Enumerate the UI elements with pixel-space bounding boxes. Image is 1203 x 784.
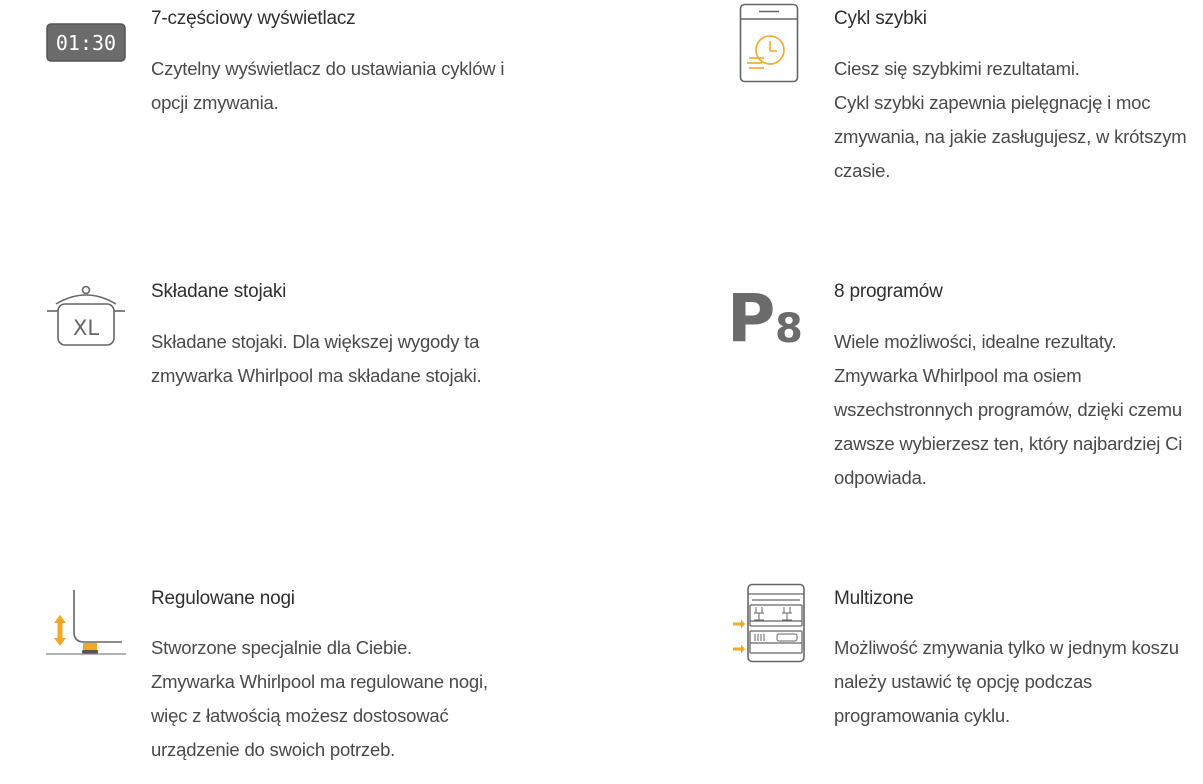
feature-description: Możliwość zmywania tylko w jednym koszu należy ustawić tę opcję podczas programowania cyklu. bbox=[834, 637, 1179, 726]
svg-text:8: 8 bbox=[775, 306, 803, 346]
feature-title: 8 programów bbox=[834, 281, 943, 302]
svg-text:P: P bbox=[727, 284, 776, 346]
pot-xl-icon bbox=[46, 284, 126, 348]
feature-title: Cykl szybki bbox=[834, 8, 927, 29]
feature-title: 7-częściowy wyświetlacz bbox=[151, 8, 356, 29]
feature-title: Składane stojaki bbox=[151, 281, 287, 302]
feature-description: Ciesz się szybkimi rezultatami. Cykl szybki zapewnia pielęgnację i moc zmywania, na jakie zasługujesz, w krótszym czasie. bbox=[834, 58, 1187, 181]
feature-title: Regulowane nogi bbox=[151, 588, 295, 609]
adjustable-feet-icon bbox=[46, 588, 126, 656]
feature-description: Czytelny wyświetlacz do ustawiania cyklów i opcji zmywania. bbox=[151, 58, 505, 113]
feature-title: Multizone bbox=[834, 588, 914, 609]
svg-text:XL: XL bbox=[72, 316, 100, 340]
display-icon bbox=[46, 23, 126, 63]
feature-description: Stworzone specjalnie dla Ciebie. Zmywarka Whirlpool ma regulowane nogi, więc z łatwością możesz dostosować urządzenie do swoich potrzeb. bbox=[151, 637, 488, 760]
p8-programs-icon bbox=[727, 284, 813, 346]
multizone-icon bbox=[729, 583, 807, 663]
feature-description: Składane stojaki. Dla większej wygody ta zmywarka Whirlpool ma składane stojaki. bbox=[151, 331, 482, 386]
feature-description: Wiele możliwości, idealne rezultaty. Zmywarka Whirlpool ma osiem wszechstronnych programów, dzięki czemu zawsze wybierzesz ten, który najbardziej Ci odpowiada. bbox=[834, 331, 1183, 488]
svg-text:01:30: 01:30 bbox=[55, 31, 117, 55]
quick-cycle-icon bbox=[739, 3, 800, 83]
